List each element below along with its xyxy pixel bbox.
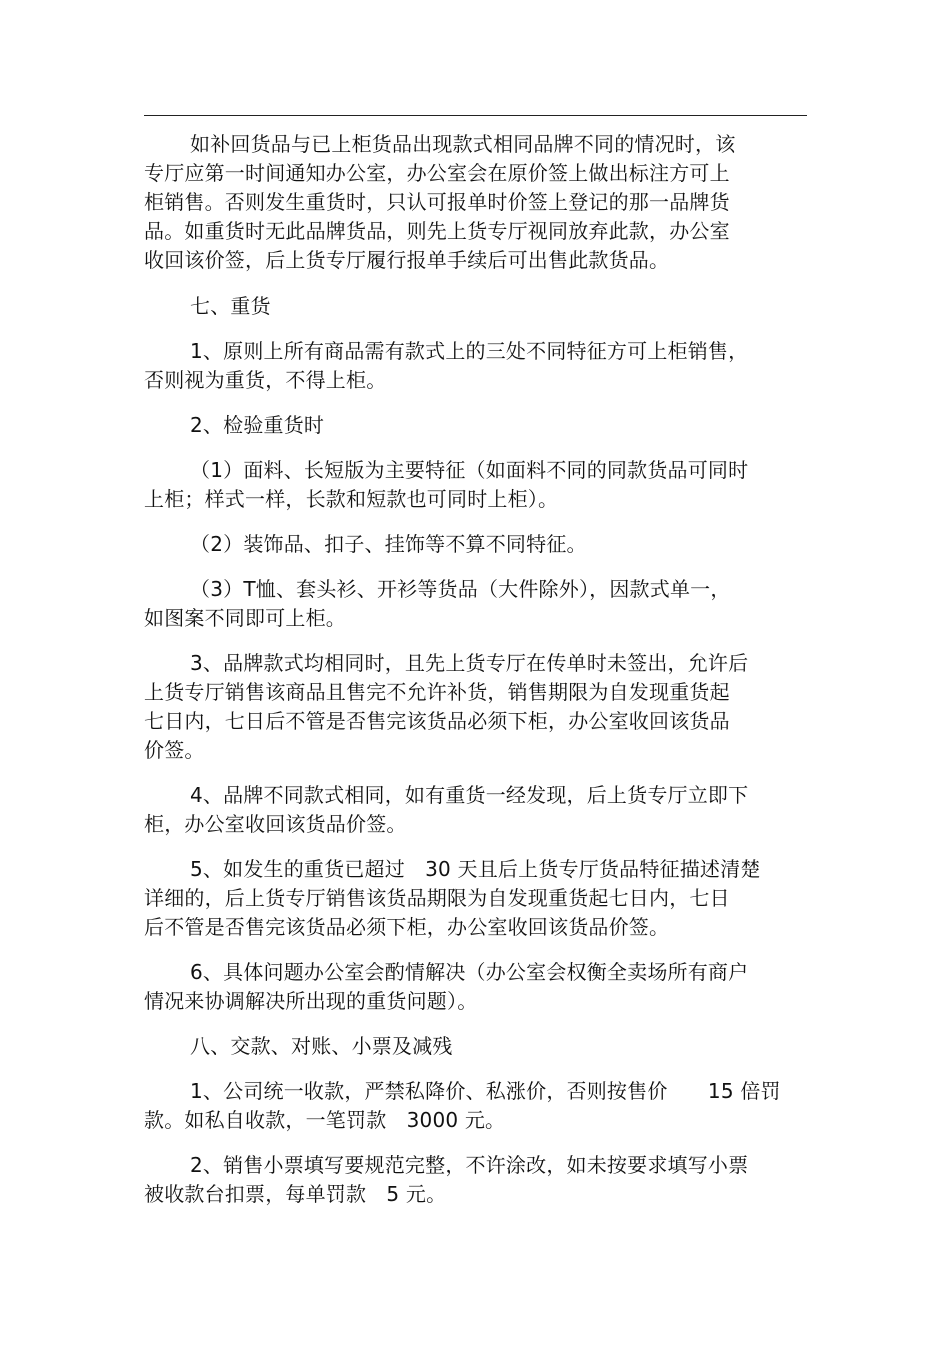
text-line: 柜销售。否则发生重货时，只认可报单时价签上登记的那一品牌货 (144, 190, 730, 214)
s8-item-1 (144, 1077, 804, 1135)
s7-item-6 (144, 958, 804, 1016)
text-line: 2、销售小票填写要规范完整，不许涂改，如未按要求填写小票 (190, 1153, 749, 1177)
text-line: 上货专厅销售该商品且售完不允许补货，销售期限为自发现重货起 (144, 680, 730, 704)
section-7-heading (144, 292, 804, 321)
s7-item-1 (144, 337, 804, 395)
text-line: 如补回货品与已上柜货品出现款式相同品牌不同的情况时，该 (190, 132, 736, 156)
document-body (144, 130, 804, 1209)
s7-item-2-sub-3 (144, 575, 804, 633)
s7-item-2-sub-2 (144, 530, 804, 559)
header-rule (144, 115, 807, 116)
s7-item-2 (144, 411, 804, 440)
text-line: 6、具体问题办公室会酌情解决（办公室会权衡全卖场所有商户 (190, 960, 749, 984)
text-line: 详细的，后上货专厅销售该货品期限为自发现重货起七日内，七日 (144, 886, 730, 910)
text-line: 品。如重货时无此品牌货品，则先上货专厅视同放弃此款，办公室 (144, 219, 730, 243)
s7-item-3 (144, 649, 804, 765)
s7-item-5 (144, 855, 804, 942)
text-line: 上柜；样式一样，长款和短款也可同时上柜）。 (144, 487, 559, 511)
intro-paragraph (144, 130, 804, 275)
text-line: （1）面料、长短版为主要特征（如面料不同的同款货品可同时 (190, 458, 749, 482)
text-line: 情况来协调解决所出现的重货问题）。 (144, 989, 478, 1013)
text-line: 2、检验重货时 (190, 413, 325, 437)
text-line: 如图案不同即可上柜。 (144, 606, 346, 630)
text-line: （3）T恤、套头衫、开衫等货品（大件除外），因款式单一， (190, 577, 731, 601)
text-line: 被收款台扣票，每单罚款 5 元。 (144, 1182, 447, 1206)
s7-item-2-sub-1 (144, 456, 804, 514)
text-line: 1、原则上所有商品需有款式上的三处不同特征方可上柜销售， (190, 339, 749, 363)
section-heading: 八、交款、对账、小票及减残 (190, 1034, 453, 1058)
s8-item-2 (144, 1151, 804, 1209)
section-8-heading (144, 1032, 804, 1061)
text-line: 后不管是否售完该货品必须下柜，办公室收回该货品价签。 (144, 915, 670, 939)
text-line: 柜，办公室收回该货品价签。 (144, 812, 407, 836)
text-line: 4、品牌不同款式相同，如有重货一经发现，后上货专厅立即下 (190, 783, 749, 807)
text-line: 款。如私自收款，一笔罚款 3000 元。 (144, 1108, 506, 1132)
text-line: 1、公司统一收款，严禁私降价、私涨价，否则按售价 15 倍罚 (190, 1079, 781, 1103)
text-line: 3、品牌款式均相同时，且先上货专厅在传单时未签出，允许后 (190, 651, 749, 675)
text-line: （2）装饰品、扣子、挂饰等不算不同特征。 (190, 532, 587, 556)
s7-item-4 (144, 781, 804, 839)
text-line: 收回该价签，后上货专厅履行报单手续后可出售此款货品。 (144, 248, 670, 272)
text-line: 5、如发生的重货已超过 30 天且后上货专厅货品特征描述清楚 (190, 857, 761, 881)
section-heading: 七、重货 (190, 294, 271, 318)
text-line: 专厅应第一时间通知办公室，办公室会在原价签上做出标注方可上 (144, 161, 730, 185)
text-line: 价签。 (144, 738, 205, 762)
text-line: 七日内，七日后不管是否售完该货品必须下柜，办公室收回该货品 (144, 709, 730, 733)
text-line: 否则视为重货，不得上柜。 (144, 368, 387, 392)
